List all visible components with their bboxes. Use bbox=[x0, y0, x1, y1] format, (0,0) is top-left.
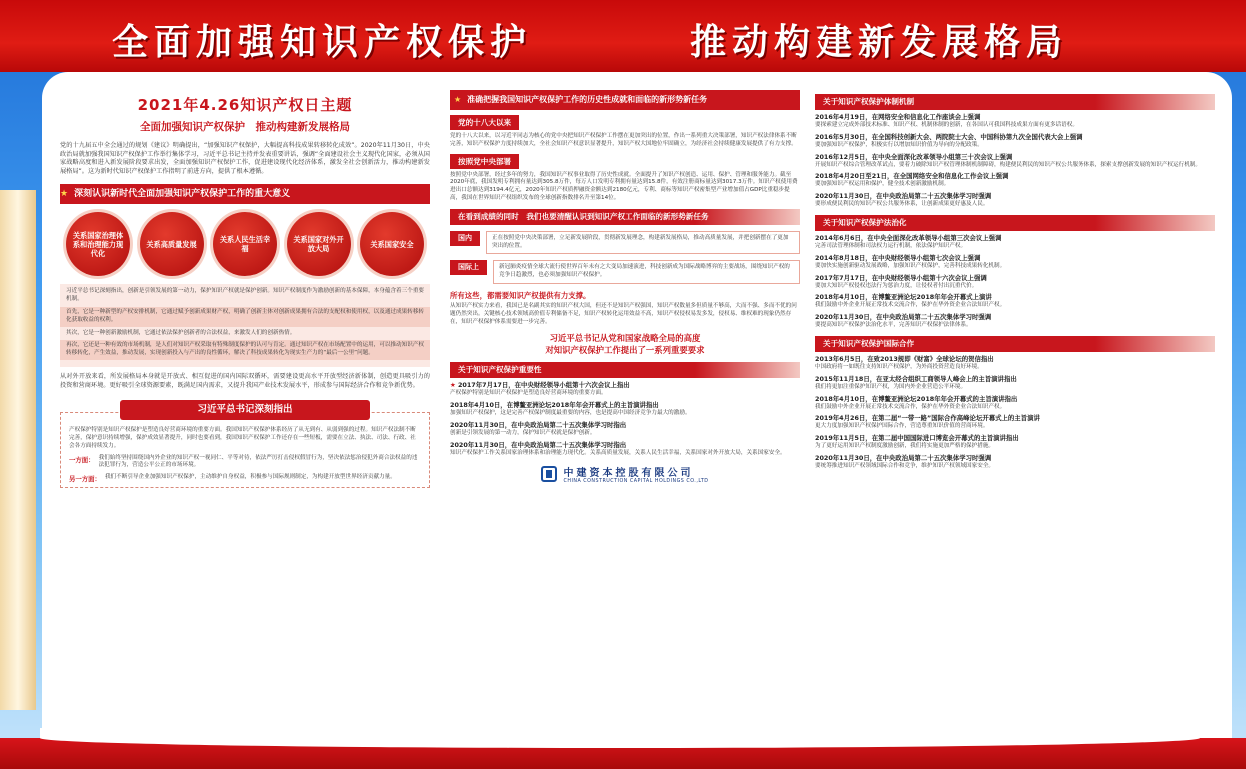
mechanism-line: 习近平总书记深刻指出，创新是引领发展的第一动力，保护知识产权就是保护创新。知识产权制度作为激励创新的基本保障，本身蕴含着三个重要机制。 bbox=[66, 288, 425, 303]
star-icon: ★ bbox=[450, 381, 458, 390]
middle-column bbox=[450, 80, 800, 484]
list-item-title: 2020年11月30日，在中央政治局第二十五次集体学习时指出 bbox=[450, 440, 627, 449]
star-icon: ★ bbox=[454, 95, 462, 104]
list-item-title: 2018年4月10日，在博鳌亚洲论坛2018年年会开幕式上的主旨演讲指出 bbox=[450, 401, 659, 410]
list-item-text: 要加强知识产权保护，积极实行以增加知识价值为导向的分配政策。 bbox=[815, 141, 983, 148]
company-name-en: CHINA CONSTRUCTION CAPITAL HOLDINGS CO.,LTD bbox=[563, 478, 709, 484]
second-aspect-label: 另一方面： bbox=[69, 475, 101, 484]
international-box bbox=[450, 260, 800, 284]
requirements-heading-line: 习近平总书记从党和国家战略全局的高度 bbox=[549, 333, 701, 344]
deployment-bar: 按照党中央部署 bbox=[450, 154, 519, 169]
mechanism-line: 其次，它是一种创新激励机制，它通过依法保护创新者的合法权益，来激发人们的创新热情。 bbox=[66, 329, 296, 336]
list-item-text: 要探索建立完成外部技术标准、知识产权、机制体制的创新，在各国认可我国科技成果方面有更多话语权。 bbox=[815, 122, 1078, 128]
list-item-title: 2017年7月17日，在中央财经领导小组第十六次会议上强调 bbox=[815, 273, 987, 282]
list-item-title: 2020年11月30日，在中央政治局第二十五次集体学习时强调 bbox=[815, 453, 992, 462]
list-item-title: 2016年4月19日，在网络安全和信息化工作座谈会上强调 bbox=[815, 113, 981, 121]
first-aspect bbox=[69, 455, 421, 471]
list-item-text: 要加强知识产权运用和保护，健全技术创新激励机制。 bbox=[815, 181, 950, 188]
list-item-text: 我们鼓励中外企业开展正常技术交流合作，保护在华外资企业合法知识产权。 bbox=[815, 403, 1006, 410]
importance-bar: 关于知识产权保护重要性 bbox=[450, 362, 800, 378]
opening-paragraph: 从对外开放来看，所发展格局本身就是开放式、相互促进的国内国际双循环，需要建设更高水平开放型经济新体制，创造更具吸引力的投资和营商环境。更好吸引全球资源要素，既满足国内需求，又提升我国产业技术发展水平，形成参与国际经济合作和竞争新优势。 bbox=[60, 372, 430, 389]
list-item-title-text: 2017年7月17日，在中央财经领导小组第十六次会议上指出 bbox=[457, 381, 630, 390]
banner-right-title: 推动构建新发展格局 bbox=[690, 22, 1069, 63]
company-logo-icon bbox=[541, 466, 557, 482]
circle-item: 关系高质量发展 bbox=[140, 212, 204, 276]
intro-paragraph: 党的十九届五中全会通过的规划《建议》明确提出，“加强知识产权保护，大幅提高科技成果转移转化成效”。2020年11月30日，中央政治局就加强我国知识产权保护工作举行集体学习，习近平总书记主持并发表重要讲话，强调“全面建设社会主义现代化国家，必须从国家战略高度和进入新发展阶段要求出发，全面加强知识产权保护工作，促进建设现代化经济体系，激发全社会创新活力，推动构建新发展格局”。这为新时代知识产权保护工作指明了前进方向，提供了根本遵循。 bbox=[60, 142, 430, 175]
list-item-text: 更大力度加强知识产权保护国际合作，营造尊重知识价值的营商环境。 bbox=[815, 423, 989, 430]
list-item-text: 开展知识产权综合管理改革试点，要着力破除知识产权管理体制机制障碍，构建便民利民的知识产权公共服务体系，探索支撑创新发展的知识产权运行机制。 bbox=[815, 161, 1201, 168]
mechanism-section-bar: 关于知识产权保护体制机制 bbox=[815, 94, 1215, 110]
list-item-text: 为了更好运用知识产权制度激励创新，我们将实施更加严格的保护措施。 bbox=[815, 443, 995, 450]
first-aspect-text: 我们始终坚持围绕国内外企业的知识产权一视同仁、平等对待，依法严厉打击侵权假冒行为，坚决依法惩治侵犯外商合法权益的违法犯罪行为，营造公平公正的市场环境。 bbox=[98, 454, 418, 469]
demand-text: 从知识产权实力来看，我国已是名副其实的知识产权大国，但还不是知识产权强国，知识产权数量多但质量不够高，大而不强、多而不优的问题仍然突出。关键核心技术领域高价值专利储备不足，知识产权转化运用效益不高，知识产权侵权易发多发，侵权易、维权难的现象仍然存在，知识产权保护体系需要进一步完善。 bbox=[450, 302, 797, 325]
rule-of-law-section-bar: 关于知识产权保护法治化 bbox=[815, 215, 1215, 231]
list-item-title: 2015年11月18日，在亚太经合组织工商领导人峰会上的主旨演讲指出 bbox=[815, 374, 1017, 383]
list-item-text: 要提高知识产权保护法治化水平，完善知识产权保护法律体系。 bbox=[815, 322, 972, 329]
banner-left-title: 全面加强知识产权保护 bbox=[112, 22, 533, 63]
since-18th-bar: 党的十八大以来 bbox=[450, 115, 519, 130]
list-item-text: 我们将更加注重保护知识产权，为国内外企业营造公平环境。 bbox=[815, 383, 967, 390]
list-item-title: 2014年8月18日，在中央财经领导小组第七次会议上强调 bbox=[815, 253, 981, 262]
rule-of-law-list bbox=[815, 234, 1215, 330]
list-item-title bbox=[450, 381, 800, 390]
list-item-text: 加强知识产权保护，这是完善产权保护制度最重要的内容，也是提高中国经济竞争力最大的激励。 bbox=[450, 410, 691, 417]
domestic-label: 国内 bbox=[450, 231, 480, 246]
list-item-text: 完善司法管理体制和司法权力运行机制，依法保护知识产权。 bbox=[815, 242, 967, 249]
international-text: 新冠肺炎疫情全球大流行使世界百年未有之大变局加速演进，科技创新成为国际战略博弈的主要战场，围绕知识产权的竞争日趋激烈，也必须加强知识产权保护。 bbox=[493, 260, 800, 284]
circle-item: 关系国家对外开放大局 bbox=[287, 212, 351, 276]
significance-section-header bbox=[60, 184, 430, 204]
international-label: 国际上 bbox=[450, 260, 487, 275]
circle-item: 关系人民生活幸福 bbox=[213, 212, 277, 276]
list-item-text: 要形成便民利民的知识产权公共服务体系，让创新成果更好惠及人民。 bbox=[815, 201, 989, 208]
importance-list bbox=[450, 381, 800, 457]
mechanism-line: 再次，它还是一种有效的市场机制，是人们对知识产权采取有特殊制度保护的认可与肯定。通过知识产权在市场配置中的运用，可以推动知识产权转移转化，产生效益，推动发展，实现创新投入与产出的良性循环，解决了科技成果转化为现实生产力的“最后一公里”问题。 bbox=[60, 340, 430, 360]
list-item-title: 2020年11月30日，在中央政治局第二十五次集体学习时强调 bbox=[815, 192, 992, 201]
list-item-text: 要加快实施创新驱动发展战略，加强知识产权保护，完善科技成果转化机制。 bbox=[815, 262, 1006, 269]
list-item-title: 2016年12月5日，在中央全面深化改革领导小组第三十次会议上强调 bbox=[815, 152, 1013, 161]
quote-ribbon: 习近平总书记深刻指出 bbox=[120, 400, 370, 420]
company-logo bbox=[450, 464, 800, 484]
bottom-band bbox=[0, 738, 1246, 769]
list-item-text: 创新是引领发展的第一动力，保护知识产权就是保护创新。 bbox=[450, 429, 596, 436]
list-item-title: 2019年4月26日，在第二届“一带一路”国际合作高峰论坛开幕式上的主旨演讲 bbox=[815, 414, 1040, 423]
top-banner bbox=[0, 0, 1246, 72]
domestic-box bbox=[450, 231, 800, 255]
left-column bbox=[60, 80, 430, 488]
company-name: 中建资本控股有限公司 bbox=[563, 467, 694, 479]
since-18th-text: 党的十八大以来，以习近平同志为核心的党中央把知识产权保护工作摆在更加突出的位置，作出一系列重大决策部署，知识产权法律体系不断完善，知识产权保护力度持续加大，全社会知识产权意识显著提升，知识产权大国地位牢固确立，为经济社会持续健康发展提供了有力支撑。 bbox=[450, 133, 797, 147]
decorative-pillar bbox=[0, 190, 36, 710]
list-item-text: 我们鼓励中外企业开展正常技术交流合作，保护在华外资企业合法知识产权。 bbox=[815, 302, 1006, 309]
list-item-title: 2018年4月10日，在博鳌亚洲论坛2018年年会开幕式的主旨演讲指出 bbox=[815, 394, 1018, 403]
deployment-text: 按照党中央部署，经过多年的努力，我国知识产权事业取得了历史性成就。全面提升了知识产权创造、运用、保护、管理和服务能力。截至2020年底，我国发明专利拥有量达到305.8万件，每万人口发明专利拥有量达到15.8件，有效注册商标量达到3017.3万件。知识产权使用费进出口总额达到3194.4亿元，2020年知识产权质押融资金额达到2180亿元，专利、商标等知识产权密集型产业增加值占GDP比重稳步提高，我国在世界知识产权组织发布的全球创新指数排名升至第14位。 bbox=[450, 171, 798, 201]
circle-item: 关系国家治理体系和治理能力现代化 bbox=[66, 212, 130, 276]
international-cooperation-list bbox=[815, 355, 1215, 471]
second-aspect bbox=[69, 474, 421, 483]
significance-circles bbox=[60, 212, 430, 276]
list-item-text: 知识产权保护工作关系国家治理体系和治理能力现代化。关系高质量发展，关系人民生活幸福，关系国家对外开放大局，关系国家安全。 bbox=[450, 449, 786, 456]
significance-section-title: 深刻认识新时代全面加强知识产权保护工作的重大意义 bbox=[74, 189, 291, 200]
quote-text: 产权保护特别是知识产权保护是塑造良好营商环境的重要方面。我国知识产权保护体系经历了从无到有、从弱到强的过程。知识产权法制不断完善，保护意识持续增强，保护成效显著提升，同时也要看到，我国知识产权保护工作还存在一些短板，需要在立法、执法、司法、行政、社会各方面持续发力。 bbox=[69, 427, 416, 449]
star-icon: ★ bbox=[60, 189, 69, 200]
second-aspect-text: 我们不断引导企业加强知识产权保护，主动维护自身权益，积极参与国际规则制定，为构建开放型世界经济贡献力量。 bbox=[104, 474, 396, 481]
list-item-title: 2019年11月5日，在第二届中国国际进口博览会开幕式的主旨演讲指出 bbox=[815, 434, 1019, 443]
achievements-header-title: 准确把握我国知识产权保护工作的历史性成就和面临的新形势新任务 bbox=[467, 95, 708, 104]
domestic-text: 正在按照党中央决策部署，立足新发展阶段，贯彻新发展理念，构建新发展格局，推动高质量发展，并把创新摆在了更加突出的位置。 bbox=[486, 231, 800, 255]
theme-title: 2021年4.26知识产权日主题 bbox=[137, 96, 353, 114]
list-item-title: 2020年11月30日，在中央政治局第二十五次集体学习时强调 bbox=[815, 313, 992, 322]
list-item-title: 2016年5月30日，在全国科技创新大会、两院院士大会、中国科协第九次全国代表大会上强调 bbox=[815, 132, 1083, 141]
requirements-heading-line: 对知识产权保护工作提出了一系列重要要求 bbox=[545, 345, 705, 356]
mechanism-box bbox=[60, 284, 430, 367]
challenges-bar: 在看到成绩的同时 我们也要清醒认识到知识产权工作面临的新形势新任务 bbox=[450, 209, 800, 225]
list-item-text: 要加大知识产权侵权违法行为惩治力度，让侵权者付出沉重代价。 bbox=[815, 282, 978, 289]
achievements-header bbox=[450, 90, 800, 110]
demand-title: 所有这些，都需要知识产权提供有力支撑。 bbox=[450, 290, 591, 300]
quote-box bbox=[60, 412, 430, 488]
requirements-heading bbox=[450, 332, 800, 356]
first-aspect-label: 一方面： bbox=[69, 455, 95, 464]
list-item-title: 2014年6月6日，在中央全面深化改革领导小组第三次会议上强调 bbox=[815, 233, 1002, 242]
list-item-title: 2018年4月10日，在博鳌亚洲论坛2018年年会开幕式上演讲 bbox=[815, 293, 992, 302]
list-item-title: 2013年6月5日，在致2013规即《财富》全球论坛的贺信指出 bbox=[815, 354, 994, 363]
mechanism-line: 首先，它是一种新型的产权安排机制，它通过赋予创新成果财产权，明确了创新主体对创新成果拥有合法的支配权和使用权，以及通过成果转移转化获取收益的权利。 bbox=[60, 307, 430, 327]
international-cooperation-section-bar: 关于知识产权保护国际合作 bbox=[815, 336, 1215, 352]
list-item-title: 2018年4月20日至21日，在全国网络安全和信息化工作会议上强调 bbox=[815, 172, 1009, 181]
theme-subtitle: 全面加强知识产权保护 推动构建新发展格局 bbox=[140, 121, 350, 133]
list-item-text: 产权保护特别是知识产权保护是塑造良好营商环境的重要方面。 bbox=[450, 390, 607, 397]
list-item-text: 要统筹推进知识产权领域国际合作和竞争，维护知识产权领域国家安全。 bbox=[815, 462, 995, 469]
mechanism-list bbox=[815, 113, 1215, 209]
list-item-text: 中国政府将一如既往支持知识产权保护，为外商投资营造良好环境。 bbox=[815, 363, 983, 370]
circle-item: 关系国家安全 bbox=[360, 212, 424, 276]
right-column bbox=[815, 80, 1215, 471]
list-item-title: 2020年11月30日，在中央政治局第二十五次集体学习时指出 bbox=[450, 420, 627, 429]
